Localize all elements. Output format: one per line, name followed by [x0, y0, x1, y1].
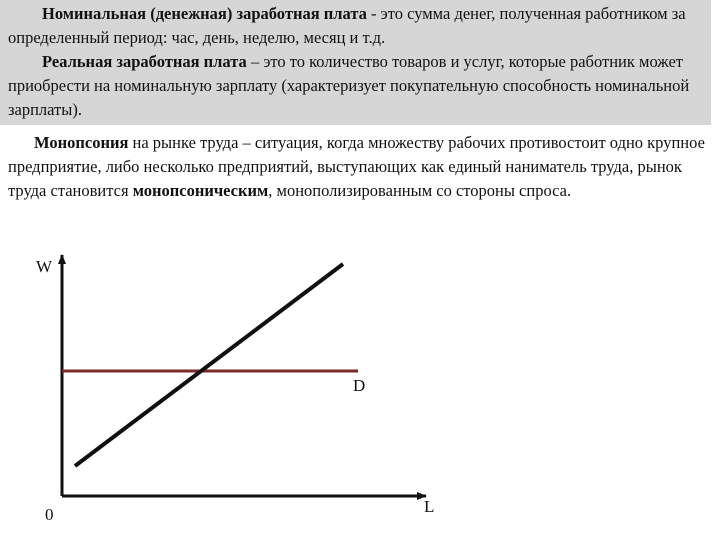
labor-market-graph	[0, 240, 720, 540]
monopsony-text-1: на рынке труда – ситуация, когда множеству рабочих противостоит одно крупное предприятие, либо несколько предприятий, выступающих как единый наниматель труда, рынок труда становится	[8, 133, 705, 200]
real-wage-paragraph	[8, 50, 705, 122]
monopsony-text-2: , монополизированным со стороны спроса.	[268, 181, 572, 200]
monopsony-paragraph	[8, 131, 705, 203]
nominal-wage-paragraph	[8, 2, 705, 50]
monopsony-term: Монопсония	[34, 133, 129, 152]
real-wage-definition: – это то количество товаров и услуг, которые работник может приобрести на номинальную зарплату (характеризует покупательную способность номинальной зарплаты).	[8, 52, 690, 119]
x-axis-label: L	[424, 497, 435, 516]
definitions-box	[0, 0, 711, 125]
monopsony-box	[0, 131, 711, 203]
origin-label: 0	[45, 505, 54, 524]
demand-label: D	[353, 376, 366, 395]
supply-line	[75, 264, 343, 466]
real-wage-term: Реальная заработная плата	[42, 52, 247, 71]
nominal-wage-definition: - это сумма денег, полученная работником за определенный период: час, день, неделю, месяц и т.д.	[8, 4, 686, 47]
monopsony-term-2: монопсоническим	[132, 181, 269, 200]
y-axis-label: W	[36, 257, 53, 276]
nominal-wage-term: Номинальная (денежная) заработная плата	[42, 4, 367, 23]
